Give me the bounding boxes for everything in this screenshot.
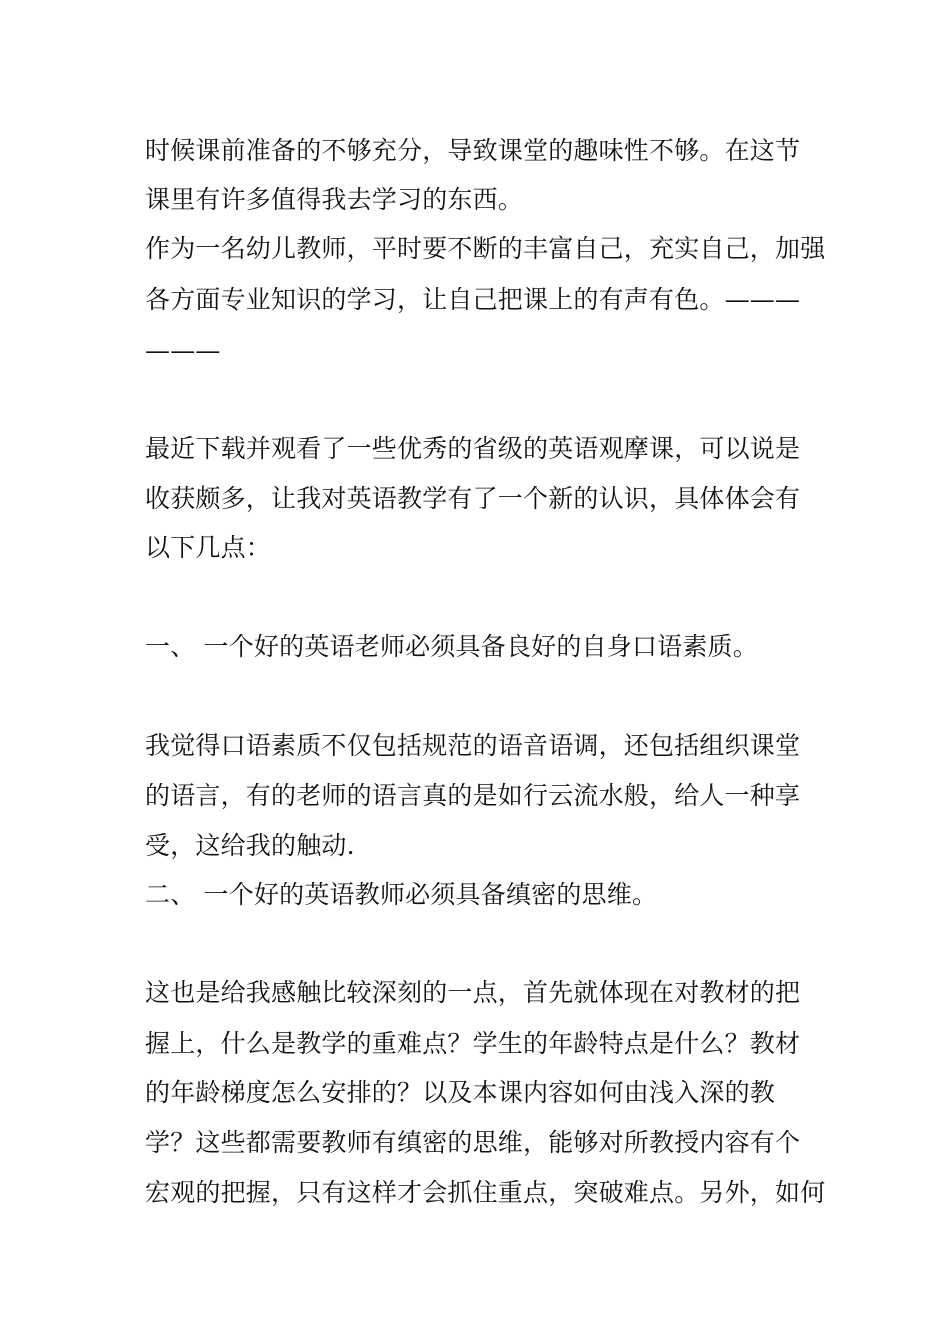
text-line: 收获颇多，让我对英语教学有了一个新的认识，具体体会有	[145, 484, 801, 513]
text-line: 受，这给我的触动.	[145, 831, 355, 860]
text-line: 时候课前准备的不够充分，导致课堂的趣味性不够。在这节	[145, 136, 801, 165]
text-line: 各方面专业知识的学习，让自己把课上的有声有色。———	[145, 285, 801, 314]
text-line: 的年龄梯度怎么安排的？以及本课内容如何由浅入深的教	[145, 1078, 776, 1107]
section-heading: 一、 一个好的英语老师必须具备良好的自身口语素质。	[145, 632, 758, 661]
text-line: 以下几点：	[145, 533, 272, 562]
text-line: 握上，什么是教学的重难点？学生的年龄特点是什么？教材	[145, 1029, 801, 1058]
text-line: 作为一名幼儿教师，平时要不断的丰富自己，充实自己，加强	[145, 234, 826, 263]
text-line: 最近下载并观看了一些优秀的省级的英语观摩课，可以说是	[145, 434, 801, 463]
text-line: 学？这些都需要教师有缜密的思维，能够对所教授内容有个	[145, 1128, 801, 1157]
text-line: 这也是给我感触比较深刻的一点，首先就体现在对教材的把	[145, 978, 801, 1007]
section-heading: 二、 一个好的英语教师必须具备缜密的思维。	[145, 880, 658, 909]
text-line: 课里有许多值得我去学习的东西。	[145, 185, 524, 214]
text-line: ———	[145, 336, 221, 365]
text-line: 宏观的把握，只有这样才会抓住重点，突破难点。另外，如何	[145, 1178, 826, 1207]
text-line: 的语言，有的老师的语言真的是如行云流水般，给人一种享	[145, 781, 801, 810]
text-line: 我觉得口语素质不仅包括规范的语音语调，还包括组织课堂	[145, 731, 801, 760]
